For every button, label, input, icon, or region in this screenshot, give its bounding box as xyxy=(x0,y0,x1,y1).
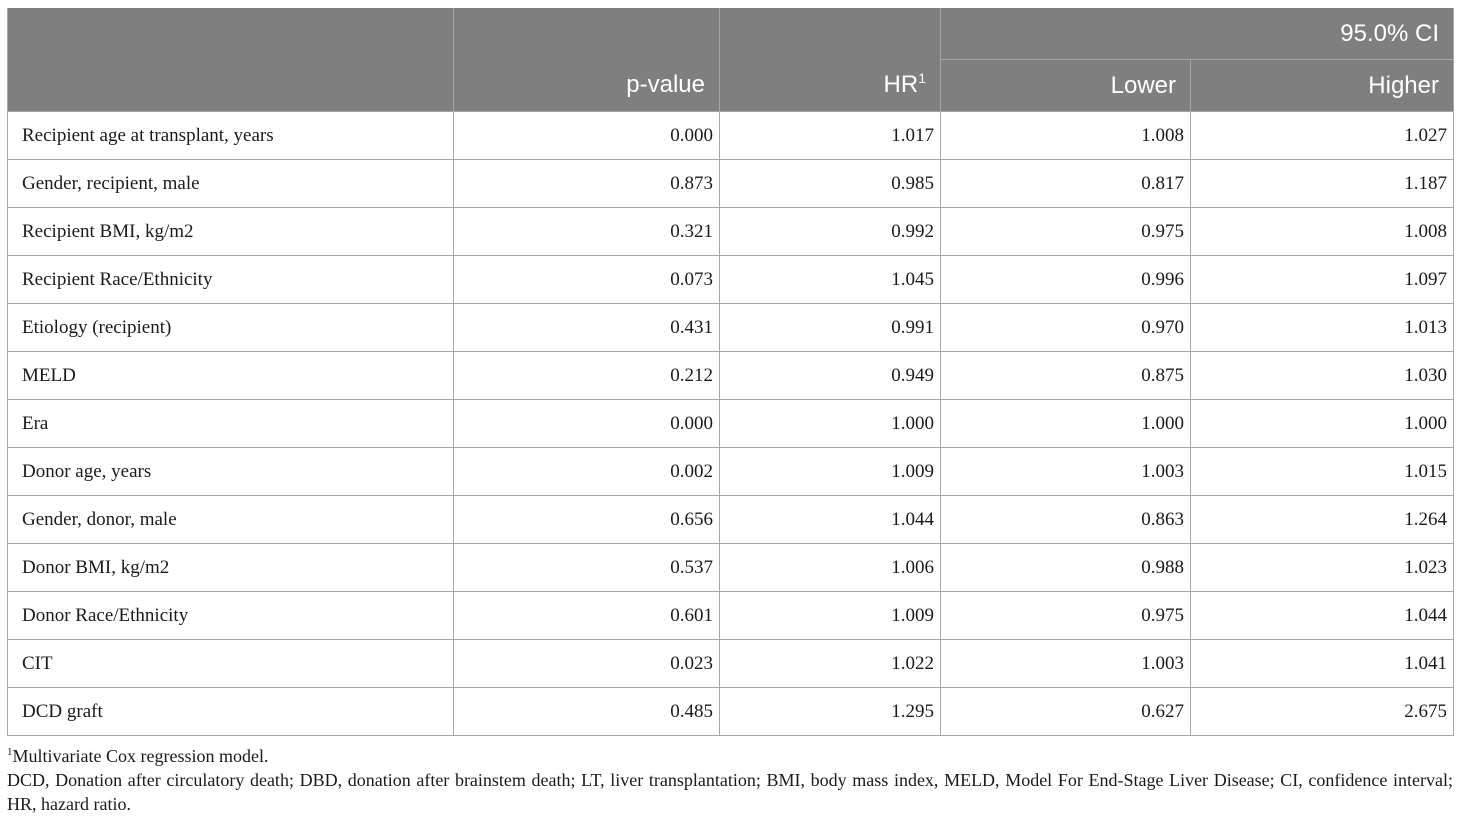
row-label-cell: Donor BMI, kg/m2 xyxy=(8,544,454,592)
table-body xyxy=(8,112,1454,736)
ci-lower-cell: 1.008 xyxy=(941,112,1191,160)
row-label-cell: MELD xyxy=(8,352,454,400)
table-row xyxy=(8,640,1454,688)
ci-higher-cell: 1.015 xyxy=(1191,448,1454,496)
table-row xyxy=(8,112,1454,160)
hr-cell: 0.985 xyxy=(720,160,941,208)
table-row xyxy=(8,688,1454,736)
p-value-cell: 0.000 xyxy=(454,112,720,160)
ci-lower-cell: 0.627 xyxy=(941,688,1191,736)
ci-lower-cell: 1.003 xyxy=(941,448,1191,496)
ci-higher-cell: 1.264 xyxy=(1191,496,1454,544)
ci-higher-cell: 1.097 xyxy=(1191,256,1454,304)
footnote-1-marker: 1 xyxy=(7,746,13,758)
row-label-cell: Gender, recipient, male xyxy=(8,160,454,208)
table-row xyxy=(8,304,1454,352)
ci-lower-cell: 0.863 xyxy=(941,496,1191,544)
hr-cell: 1.006 xyxy=(720,544,941,592)
row-label-cell: Recipient BMI, kg/m2 xyxy=(8,208,454,256)
hr-cell: 0.992 xyxy=(720,208,941,256)
table-row xyxy=(8,160,1454,208)
ci-higher-cell: 1.013 xyxy=(1191,304,1454,352)
header-hr xyxy=(720,8,941,112)
table-row xyxy=(8,448,1454,496)
ci-lower-cell: 1.000 xyxy=(941,400,1191,448)
table-row xyxy=(8,400,1454,448)
table-footnotes xyxy=(7,744,1453,816)
p-value-cell: 0.431 xyxy=(454,304,720,352)
row-label-cell: Recipient Race/Ethnicity xyxy=(8,256,454,304)
table-row xyxy=(8,496,1454,544)
table-row xyxy=(8,352,1454,400)
abbreviations-note: DCD, Donation after circulatory death; DBD, donation after brainstem death; LT, liver transplantation; BMI, body mass index, MELD, Model For End-Stage Liver Disease; CI, confidence interval; HR, hazard ratio. xyxy=(7,770,1453,814)
p-value-cell: 0.321 xyxy=(454,208,720,256)
table-header xyxy=(8,8,1454,112)
p-value-cell: 0.656 xyxy=(454,496,720,544)
hr-cell: 1.017 xyxy=(720,112,941,160)
p-value-cell: 0.000 xyxy=(454,400,720,448)
ci-lower-cell: 0.817 xyxy=(941,160,1191,208)
row-label-cell: Donor age, years xyxy=(8,448,454,496)
ci-lower-cell: 0.988 xyxy=(941,544,1191,592)
header-lower: Lower xyxy=(941,60,1191,112)
row-label-cell: DCD graft xyxy=(8,688,454,736)
hr-cell: 0.949 xyxy=(720,352,941,400)
ci-higher-cell: 1.044 xyxy=(1191,592,1454,640)
header-hr-footnote-marker: 1 xyxy=(918,70,926,86)
ci-higher-cell: 1.030 xyxy=(1191,352,1454,400)
results-table-container xyxy=(7,8,1453,816)
table-row xyxy=(8,208,1454,256)
p-value-cell: 0.073 xyxy=(454,256,720,304)
row-label-cell: CIT xyxy=(8,640,454,688)
ci-higher-cell: 1.187 xyxy=(1191,160,1454,208)
ci-higher-cell: 1.008 xyxy=(1191,208,1454,256)
table-row xyxy=(8,544,1454,592)
header-p-value: p-value xyxy=(454,8,720,112)
row-label-cell: Recipient age at transplant, years xyxy=(8,112,454,160)
ci-lower-cell: 0.970 xyxy=(941,304,1191,352)
p-value-cell: 0.002 xyxy=(454,448,720,496)
cox-regression-table xyxy=(7,8,1454,736)
p-value-cell: 0.537 xyxy=(454,544,720,592)
ci-higher-cell: 1.027 xyxy=(1191,112,1454,160)
row-label-cell: Etiology (recipient) xyxy=(8,304,454,352)
hr-cell: 1.009 xyxy=(720,448,941,496)
ci-lower-cell: 0.975 xyxy=(941,592,1191,640)
p-value-cell: 0.601 xyxy=(454,592,720,640)
ci-lower-cell: 0.875 xyxy=(941,352,1191,400)
hr-cell: 1.295 xyxy=(720,688,941,736)
ci-lower-cell: 1.003 xyxy=(941,640,1191,688)
ci-lower-cell: 0.996 xyxy=(941,256,1191,304)
row-label-cell: Gender, donor, male xyxy=(8,496,454,544)
table-row xyxy=(8,256,1454,304)
footnote-1 xyxy=(7,744,1453,768)
ci-higher-cell: 2.675 xyxy=(1191,688,1454,736)
header-hr-label: HR xyxy=(883,71,919,98)
ci-higher-cell: 1.023 xyxy=(1191,544,1454,592)
hr-cell: 1.045 xyxy=(720,256,941,304)
ci-higher-cell: 1.000 xyxy=(1191,400,1454,448)
hr-cell: 1.009 xyxy=(720,592,941,640)
p-value-cell: 0.023 xyxy=(454,640,720,688)
hr-cell: 1.044 xyxy=(720,496,941,544)
header-variable xyxy=(8,8,454,112)
ci-lower-cell: 0.975 xyxy=(941,208,1191,256)
p-value-cell: 0.212 xyxy=(454,352,720,400)
footnote-1-text: Multivariate Cox regression model. xyxy=(12,746,269,766)
p-value-cell: 0.485 xyxy=(454,688,720,736)
hr-cell: 0.991 xyxy=(720,304,941,352)
p-value-cell: 0.873 xyxy=(454,160,720,208)
table-row xyxy=(8,592,1454,640)
hr-cell: 1.022 xyxy=(720,640,941,688)
hr-cell: 1.000 xyxy=(720,400,941,448)
ci-higher-cell: 1.041 xyxy=(1191,640,1454,688)
header-ci-group: 95.0% CI xyxy=(941,8,1454,60)
row-label-cell: Donor Race/Ethnicity xyxy=(8,592,454,640)
row-label-cell: Era xyxy=(8,400,454,448)
header-higher: Higher xyxy=(1191,60,1454,112)
